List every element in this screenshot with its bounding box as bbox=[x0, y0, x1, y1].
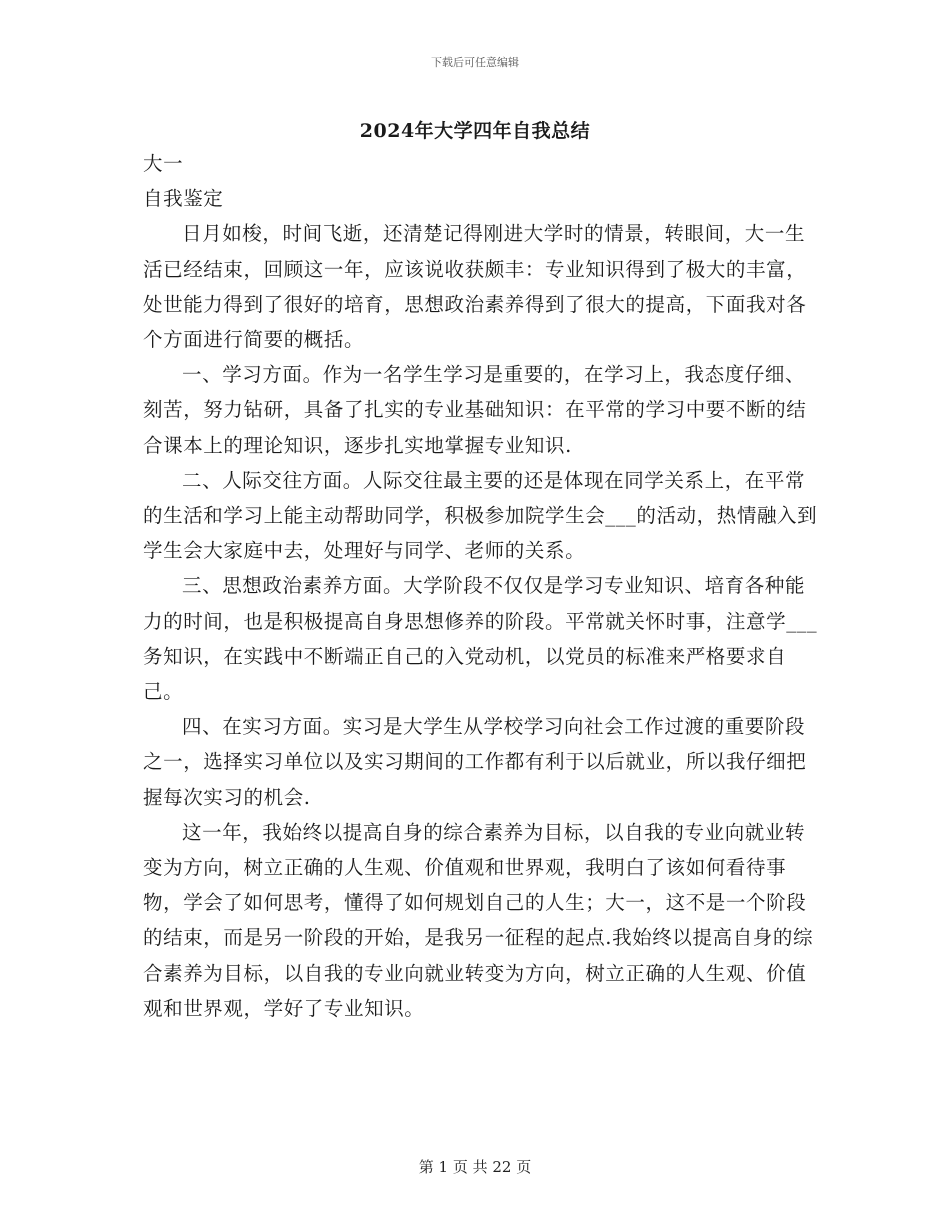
header-note: 下载后可任意编辑 bbox=[431, 56, 519, 69]
heading-section: 自我鉴定 bbox=[143, 187, 224, 211]
document-title: 2024年大学四年自我总结 bbox=[359, 120, 591, 142]
paragraph-social: 二、人际交往方面。人际交往最主要的还是体现在同学关系上，在平常的生活和学习上能主动帮助同学，积极参加院学生会___的活动，热情融入到学生会大家庭中去，处理好与同学、老师的关系。 bbox=[143, 468, 818, 563]
paragraph-intro: 日月如梭，时间飞逝，还清楚记得刚进大学时的情景，转眼间，大一生活已经结束，回顾这一年，应该说收获颇丰：专业知识得到了极大的丰富，处世能力得到了很好的培育，思想政治素养得到了很大的提高，下面我对各个方面进行简要的概括。 bbox=[143, 222, 807, 352]
paragraph-politics: 三、思想政治素养方面。大学阶段不仅仅是学习专业知识、培育各种能力的时间，也是积极提高自身思想修养的阶段。平常就关怀时事，注意学___务知识，在实践中不断端正自己的入党动机，以党员的标准来严格要求自己。 bbox=[143, 574, 818, 704]
document-body bbox=[143, 146, 821, 1026]
page-number: 第 1 页 共 22 页 bbox=[418, 1158, 532, 1176]
paragraph-summary: 这一年，我始终以提高自身的综合素养为目标，以自我的专业向就业转变为方向，树立正确的人生观、价值观和世界观，我明白了该如何看待事物，学会了如何思考，懂得了如何规划自己的人生；大一，这不是一个阶段的结束，而是另一阶段的开始，是我另一征程的起点.我始终以提高自身的综合素养为目标，以自我的专业向就业转变为方向，树立正确的人生观、价值观和世界观，学好了专业知识。 bbox=[143, 820, 814, 1020]
heading-year: 大一 bbox=[143, 152, 184, 175]
paragraph-study: 一、学习方面。作为一名学生学习是重要的，在学习上，我态度仔细、刻苦，努力钻研，具备了扎实的专业基础知识：在平常的学习中要不断的结合课本上的理论知识，逐步扎实地掌握专业知识. bbox=[143, 363, 807, 457]
paragraph-internship: 四、在实习方面。实习是大学生从学校学习向社会工作过渡的重要阶段之一，选择实习单位以及实习期间的工作都有利于以后就业，所以我仔细把握每次实习的机会. bbox=[143, 715, 807, 809]
